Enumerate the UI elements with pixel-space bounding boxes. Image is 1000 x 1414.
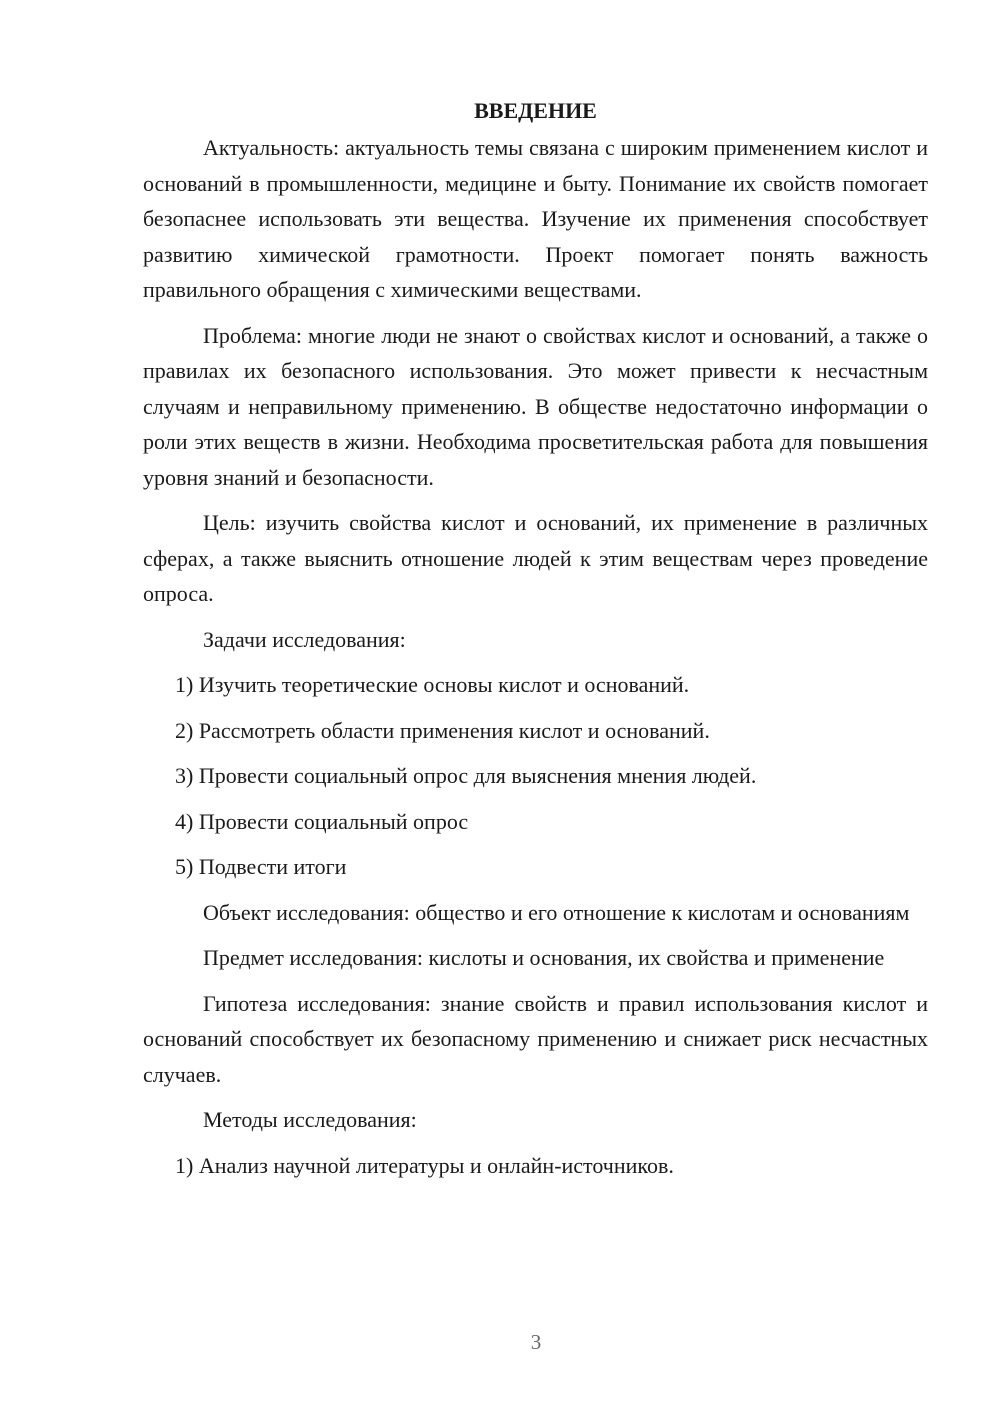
page-number: 3 [530, 1330, 542, 1354]
task-item: 1) Изучить теоретические основы кислот и оснований. [175, 672, 690, 697]
task-item: 5) Подвести итоги [175, 854, 347, 879]
subject-paragraph: Предмет исследования: кислоты и основания, их свойства и применение [203, 945, 885, 970]
method-item: 1) Анализ научной литературы и онлайн-источников. [175, 1152, 674, 1178]
problem-paragraph: Проблема: многие люди не знают о свойствах кислот и оснований, а также о правилах их безопасного использования. Это может привести к несчастным случаям и неправильному применению. В обществе недостаточно информации о роли этих веществ в жизни. Необходима просветительская работа для повышения уровня знаний и безопасности. [143, 322, 928, 490]
object-paragraph: Объект исследования: общество и его отношение к кислотам и основаниям [203, 899, 910, 925]
tasks-heading: Задачи исследования: [203, 626, 406, 652]
goal-paragraph: Цель: изучить свойства кислот и оснований, их применение в различных сферах, а также выяснить отношение людей к этим веществам через проведение опроса. [143, 510, 928, 606]
hypothesis-paragraph: Гипотеза исследования: знание свойств и правил использования кислот и оснований способствует их безопасному применению и снижает риск несчастных случаев. [143, 990, 928, 1087]
methods-heading: Методы исследования: [203, 1107, 417, 1132]
relevance-paragraph: Актуальность: актуальность темы связана с широким применением кислот и оснований в промышленности, медицине и быту. Понимание их свойств помогает безопаснее использовать эти вещества. Изучение их применения способствует развитию химической грамотности. Проект помогает понять важность правильного обращения с химическими веществами. [143, 135, 928, 302]
task-item: 4) Провести социальный опрос [175, 808, 469, 834]
section-title: ВВЕДЕНИЕ [474, 98, 597, 123]
task-item: 3) Провести социальный опрос для выяснения мнения людей. [175, 763, 757, 788]
document-page [143, 92, 928, 1193]
task-item: 2) Рассмотреть области применения кислот и оснований. [175, 717, 710, 743]
